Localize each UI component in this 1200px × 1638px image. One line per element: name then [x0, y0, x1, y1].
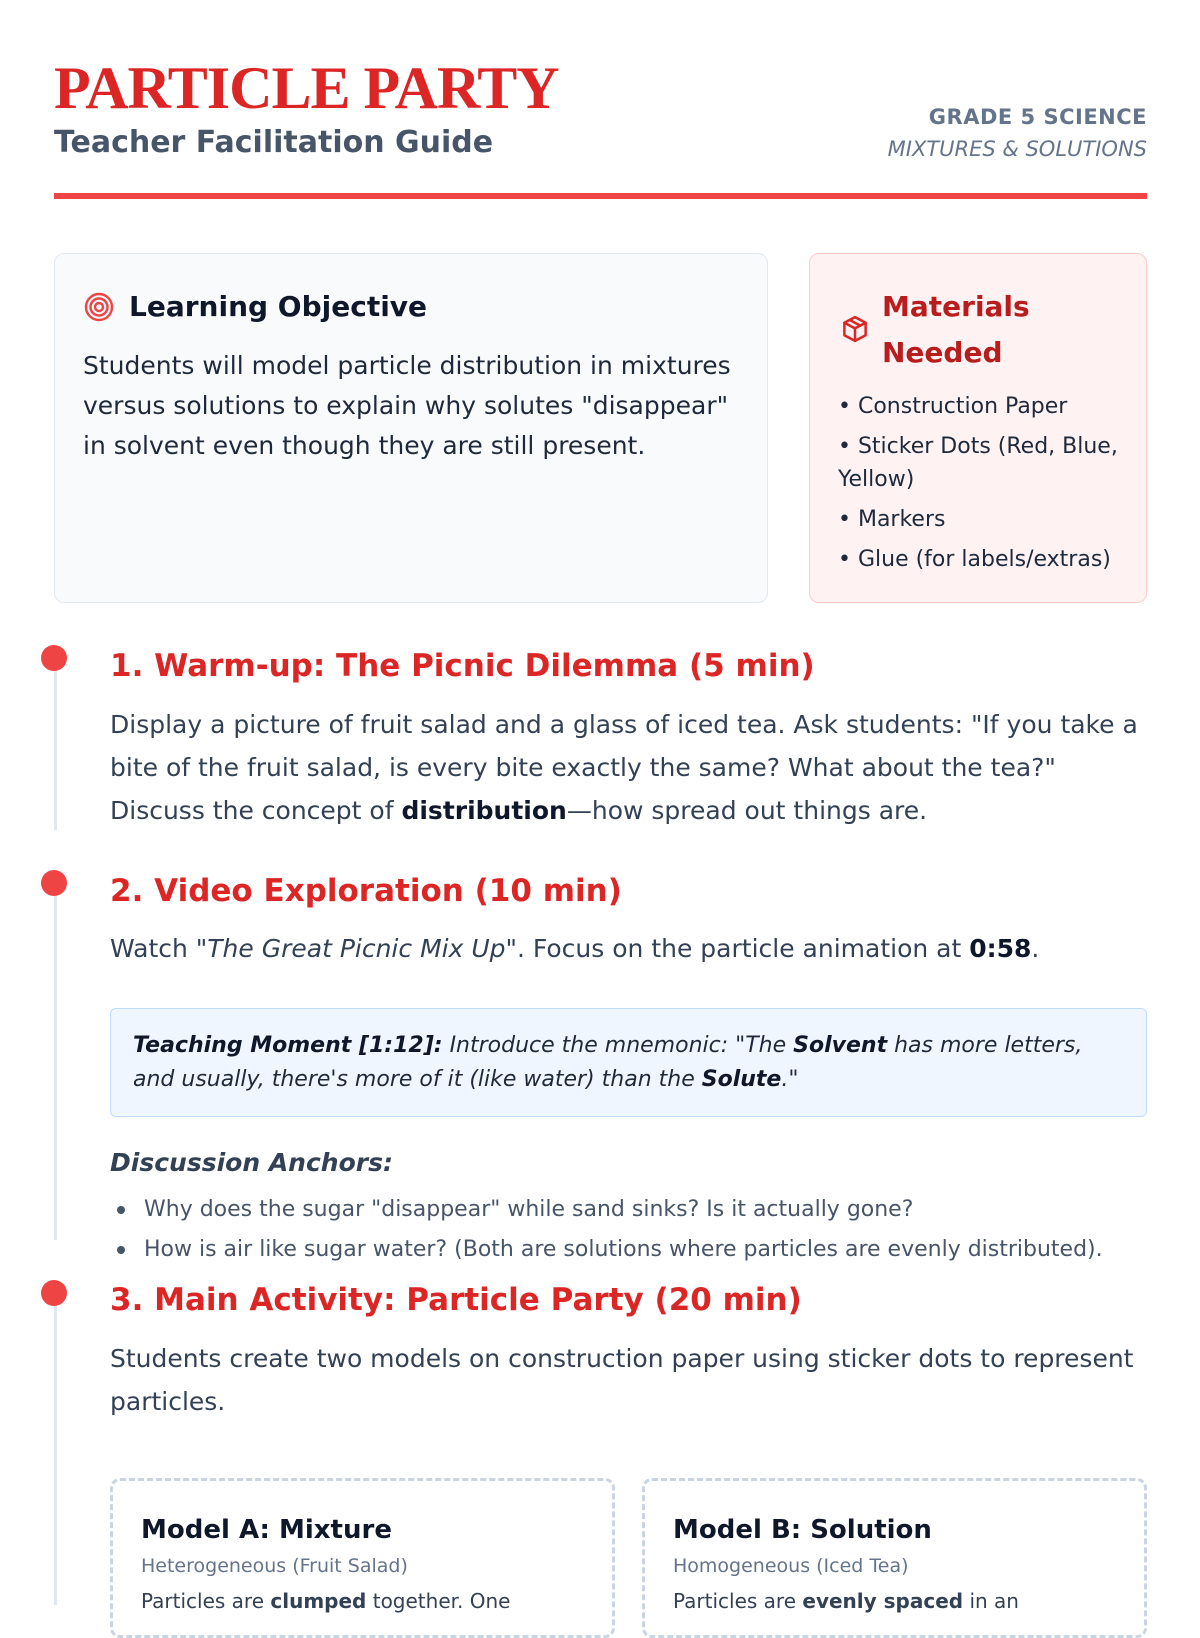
discussion-anchors-list	[110, 1190, 1147, 1270]
video-timestamp: 0:58	[969, 934, 1032, 963]
objective-heading	[83, 290, 427, 323]
materials-item: • Sticker Dots (Red, Blue, Yellow)	[838, 434, 1118, 492]
step-3-body: Students create two models on construction paper using sticker dots to represent particles.	[110, 1344, 1134, 1416]
model-b-text: Particles are evenly spaced in an	[673, 1589, 1019, 1613]
timeline-dot	[41, 1280, 67, 1306]
discussion-anchors-title: Discussion Anchors:	[110, 1148, 393, 1177]
model-b-title: Model B: Solution	[673, 1515, 932, 1545]
objective-text: Students will model particle distribution in mixtures versus solutions to explain why solutes "disappear" in solvent even though they are still present.	[83, 351, 731, 460]
materials-card	[809, 253, 1147, 603]
materials-item: • Construction Paper	[838, 394, 1068, 419]
facilitation-guide-page	[54, 0, 1147, 1613]
video-title: "The Great Picnic Mix Up"	[195, 934, 517, 963]
model-a-text: Particles are clumped together. One	[141, 1589, 511, 1613]
box-icon	[840, 314, 870, 344]
page-header	[54, 0, 1147, 200]
step-2-body: Watch "The Great Picnic Mix Up". Focus on the particle animation at 0:58.	[110, 934, 1040, 963]
materials-item: • Glue (for labels/extras)	[838, 547, 1111, 572]
materials-item: • Markers	[838, 507, 946, 532]
list-item: Why does the sugar "disappear" while sand sinks? Is it actually gone?	[110, 1190, 1147, 1230]
list-item: How is air like sugar water? (Both are solutions where particles are evenly distributed).	[110, 1230, 1147, 1270]
timeline-dot	[41, 870, 67, 896]
timeline-dot	[41, 645, 67, 671]
timeline-line	[54, 895, 57, 1240]
model-a-title: Model A: Mixture	[141, 1515, 392, 1545]
step-1-body: Display a picture of fruit salad and a glass of iced tea. Ask students: "If you take a bite of the fruit salad, is every bite exactly the same? What about the tea?" Discuss the concept of distribution—how spread out things are.	[110, 710, 1138, 825]
emphasis-text: distribution	[401, 796, 567, 825]
step-1-title: 1. Warm-up: The Picnic Dilemma (5 min)	[110, 648, 815, 684]
step-3-title: 3. Main Activity: Particle Party (20 min)	[110, 1282, 802, 1318]
timeline-line	[54, 1305, 57, 1605]
model-b-subtitle: Homogeneous (Iced Tea)	[673, 1555, 909, 1577]
learning-objective-card	[54, 253, 768, 603]
page-subtitle: Teacher Facilitation Guide	[54, 125, 494, 160]
grade-label: GRADE 5 SCIENCE	[928, 105, 1147, 129]
objective-title: Learning Objective	[129, 290, 428, 323]
teaching-moment-callout: Teaching Moment [1:12]: Introduce the mnemonic: "The Solvent has more letters, and usually, there's more of it (like water) than the Solute."	[110, 1008, 1147, 1117]
header-divider	[54, 193, 1147, 199]
model-a-card	[110, 1478, 615, 1638]
timeline-line	[54, 670, 57, 830]
teaching-moment-label: Teaching Moment [1:12]:	[133, 1033, 443, 1058]
materials-title: Materials Needed	[882, 290, 1030, 369]
unit-label: MIXTURES & SOLUTIONS	[887, 137, 1147, 161]
model-b-card	[642, 1478, 1147, 1638]
materials-list	[838, 390, 1138, 583]
model-a-subtitle: Heterogeneous (Fruit Salad)	[141, 1555, 408, 1577]
page-title: PARTICLE PARTY	[54, 55, 559, 121]
step-2-title: 2. Video Exploration (10 min)	[110, 873, 622, 909]
target-icon	[83, 291, 115, 323]
